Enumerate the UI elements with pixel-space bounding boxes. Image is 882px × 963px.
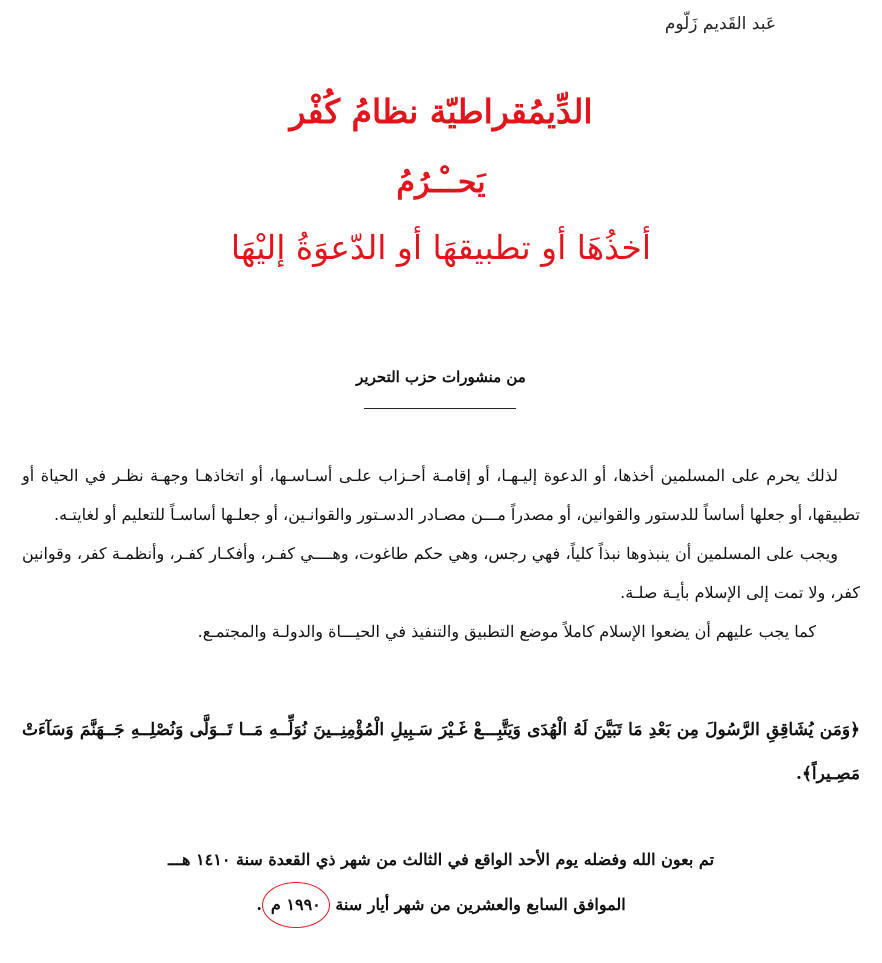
quran-verse: ﴿وَمَن يُشَاقِقِ الرَّسُولَ مِن بَعْدِ مَا تَبَيَّنَ لَهُ الْهُدَى وَيَتَّبِـــعْ غَـيْرَ سَـبِيلِ الْمُؤْمِنِــينَ نُوَلِّــهِ مَــا تَــوَلَّى وَنُصْلِــهِ جَــهَنَّمَ وَسَآءَتْ مَصِـيراً﴾. bbox=[22, 720, 860, 784]
paragraph-1: لذلك يحرم على المسلمين أخذها، أو الدعوة إليـهـا، أو إقامـة أحـزاب علـى أسـاسـها، أو اتخاذهـا وجهـة نظـر في الحياة أو تطبيقها، أو جعلها أساساً للدستور والقوانين، أو مصدراً مـــن مصـادر الدسـتور والقوانـين، أو جعلـها أساسـاً للتعليم أو لغايتـه. bbox=[22, 466, 860, 524]
publisher-line: من منشورات حزب التحرير bbox=[356, 368, 526, 386]
author-name: عَبد القَديم زَلّوم bbox=[664, 14, 776, 34]
closing-line-1: تم بعون الله وفضله يوم الأحد الواقع في الثالث من شهر ذي القعدة سنة ١٤١٠ هـــ bbox=[167, 850, 715, 869]
paragraph-2: ويجب على المسلمين أن ينبذوها نبذاً كلياً، فهي رجس، وهي حكم طاغوت، وهــــي كفـر، وأفكـار كفـر، وأنظمـة كفر، وقوانين كفر، ولا تمت إلى الإسلام بأيـة صلـة. bbox=[22, 544, 860, 602]
closing-line-2 bbox=[0, 882, 882, 928]
closing-line-2-text: الموافق السابع والعشرين من شهر أيار سنة bbox=[335, 895, 626, 914]
circled-year: ١٩٩٠ م bbox=[262, 882, 330, 928]
closing-note bbox=[0, 838, 882, 928]
body-text bbox=[22, 456, 860, 651]
title-line-1: الدِّيمُقراطيّة نظامُ كُفْر bbox=[289, 92, 593, 131]
title-line-3: أخذُهَا أو تطبيقهَا أو الدّعوَةُ إليْهَا bbox=[230, 228, 652, 267]
paragraph-3: كما يجب عليهم أن يضعوا الإسلام كاملاً موضع التطبيق والتنفيذ في الحيـــاة والدولـة والمجتمـع. bbox=[197, 622, 816, 641]
divider-rule bbox=[364, 408, 516, 409]
closing-period: . bbox=[256, 895, 262, 914]
title-line-2: يَحــْـرُمُ bbox=[396, 165, 486, 200]
